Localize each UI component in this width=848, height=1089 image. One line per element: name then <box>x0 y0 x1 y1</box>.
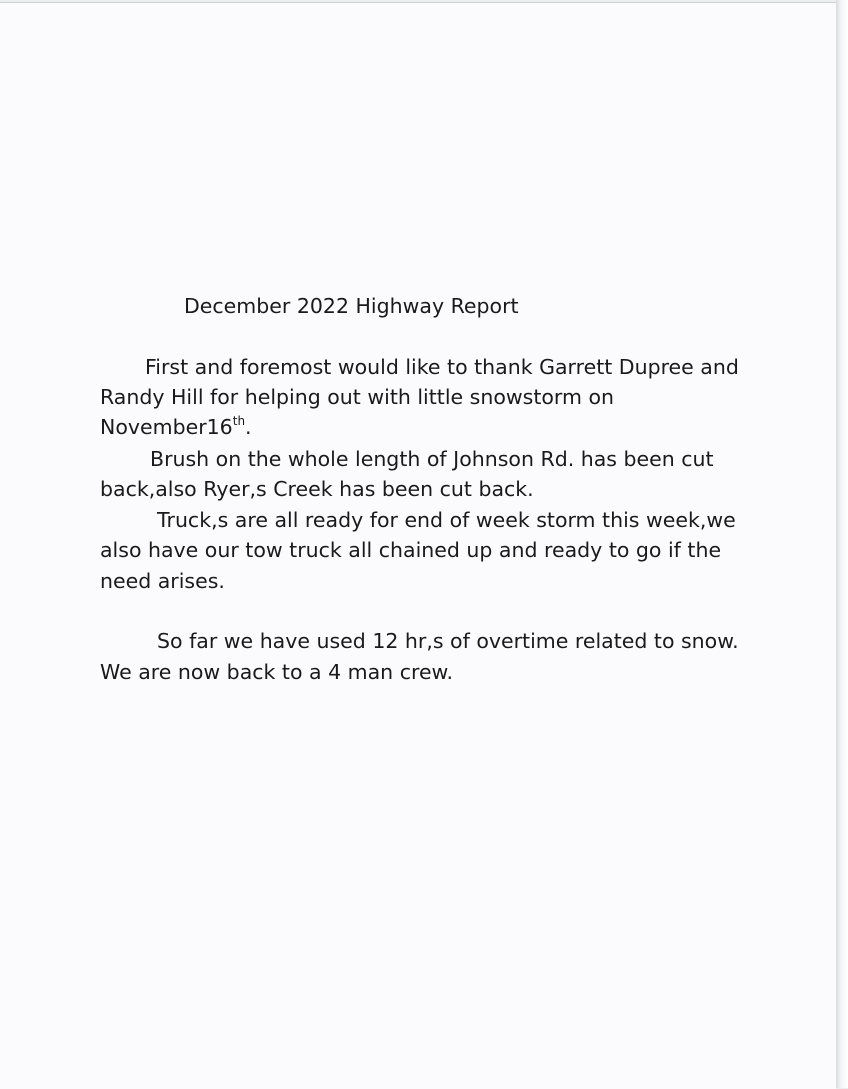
scan-edge <box>836 0 848 1088</box>
report-title: December 2022 Highway Report <box>184 294 519 318</box>
paragraph-1-line-3 <box>100 412 252 442</box>
paragraph-4-line-2: We are now back to a 4 man crew. <box>100 660 453 684</box>
paragraph-3-line-3: need arises. <box>100 569 225 593</box>
paragraph-2-line-1: Brush on the whole length of Johnson Rd. has been cut <box>150 447 714 471</box>
paragraph-1-line-2: Randy Hill for helping out with little snowstorm on <box>100 385 614 409</box>
paragraph-2-line-2: back,also Ryer,s Creek has been cut back. <box>100 477 534 501</box>
paragraph-4-line-1: So far we have used 12 hr,s of overtime related to snow. <box>157 629 739 653</box>
paragraph-1-line-1: First and foremost would like to thank Garrett Dupree and <box>145 355 739 379</box>
date-text: November16 <box>100 415 233 439</box>
period-text: . <box>245 415 252 439</box>
paragraph-3-line-1: Truck,s are all ready for end of week storm this week,we <box>157 508 736 532</box>
ordinal-suffix: th <box>232 414 246 428</box>
paragraph-3-line-2: also have our tow truck all chained up and ready to go if the <box>100 538 722 562</box>
document-page <box>0 2 836 1089</box>
